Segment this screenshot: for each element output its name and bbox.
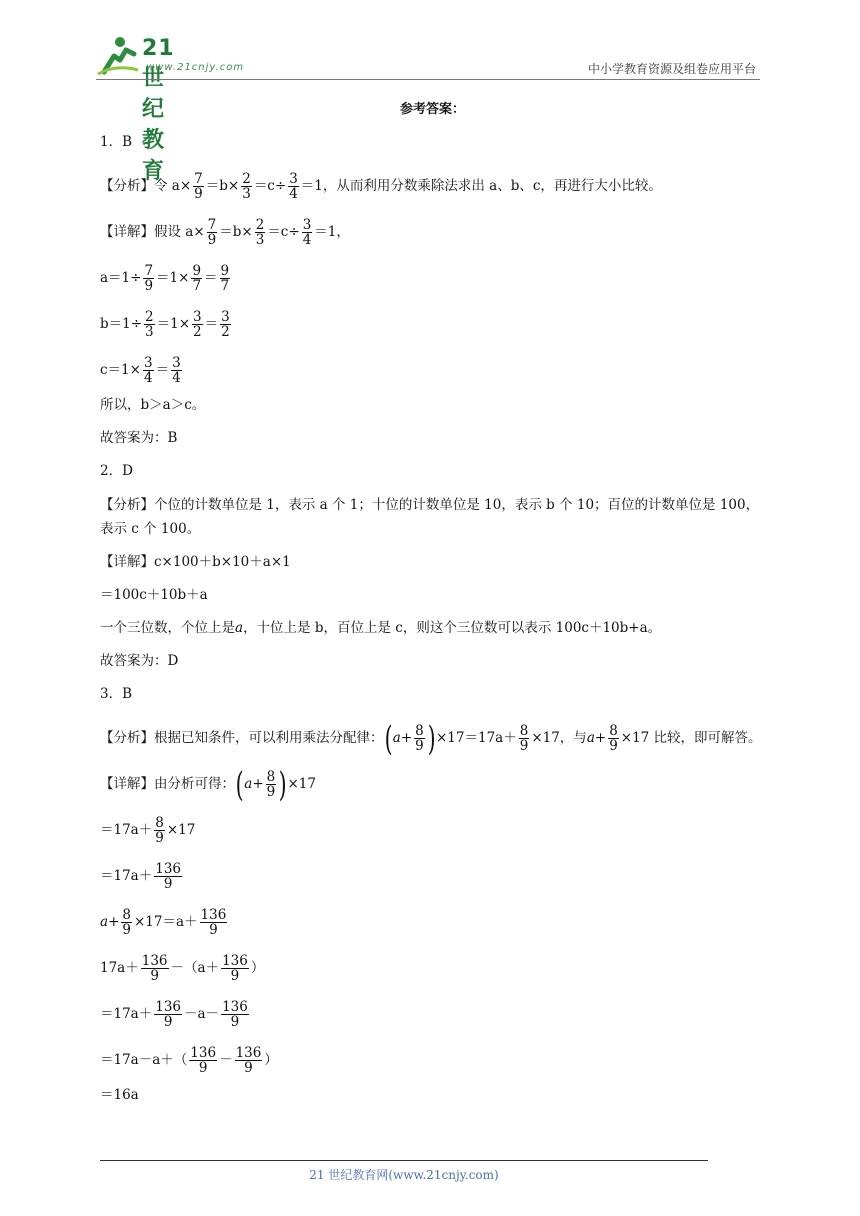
fraction: $\frac{8}{9}$ bbox=[155, 814, 164, 846]
fraction: $\frac{136}{9}$ bbox=[155, 998, 182, 1030]
fraction: $\frac{2}{3}$ bbox=[145, 308, 154, 340]
answer-content bbox=[100, 98, 765, 1117]
q1-detail: 【详解】假设 a× $\frac{7}{9}$ ＝b× $\frac{2}{3}$ ＝c÷ $\frac{3}{4}$ ＝1， bbox=[100, 216, 350, 248]
fraction: $\frac{7}{9}$ bbox=[144, 262, 154, 294]
q1-a-line: a＝1÷ $\frac{7}{9}$ ＝1× $\frac{9}{7}$ ＝ $\frac{9}{7}$ bbox=[100, 262, 230, 294]
q2-explanation: 一个三位数，个位上是a，十位上是 b，百位上是 c，则这个三位数可以表示 100c＋10b+a。 bbox=[100, 620, 662, 636]
fraction: $\frac{2}{3}$ bbox=[255, 216, 265, 248]
fraction: $\frac{8}{9}$ bbox=[609, 722, 618, 754]
fraction: $\frac{3}{4}$ bbox=[289, 170, 298, 202]
q1-final-answer: 故答案为：B bbox=[100, 430, 178, 446]
fraction: $\frac{136}{9}$ bbox=[222, 998, 248, 1030]
q1-answer: 1．B bbox=[100, 134, 133, 150]
footer-text[interactable]: 21 世纪教育网(www.21cnjy.com) bbox=[309, 1168, 499, 1182]
fraction: $\frac{7}{9}$ bbox=[194, 170, 203, 202]
footer-divider bbox=[100, 1160, 708, 1161]
fraction: $\frac{136}{9}$ bbox=[200, 906, 227, 938]
fraction: $\frac{136}{9}$ bbox=[222, 952, 248, 984]
fraction: $\frac{136}{9}$ bbox=[141, 952, 168, 984]
logo-text: 21世纪教育 bbox=[142, 36, 175, 184]
q3-step-5: ＝17a＋ $\frac{136}{9}$ －a－ $\frac{136}{9}$ bbox=[100, 998, 248, 1030]
q3-result: ＝16a bbox=[100, 1087, 139, 1103]
q1-b-line: b＝1÷ $\frac{2}{3}$ ＝1× $\frac{3}{2}$ ＝ $\frac{3}{2}$ bbox=[100, 308, 230, 340]
q1-conclusion: 所以，b＞a＞c。 bbox=[100, 397, 206, 413]
q3-step-2: ＝17a＋ $\frac{136}{9}$ bbox=[100, 860, 182, 892]
fraction: $\frac{3}{4}$ bbox=[302, 216, 312, 248]
q3-step-4: 17a＋ $\frac{136}{9}$ －（a＋ $\frac{136}{9}$ ） bbox=[100, 952, 265, 984]
q3-detail: 【详解】由分析可得：(a+ $\frac{8}{9}$ )×17 bbox=[100, 764, 316, 805]
logo-url: www.21cnjy.com bbox=[146, 62, 245, 73]
fraction: $\frac{9}{7}$ bbox=[192, 262, 202, 294]
page-title: 参考答案： bbox=[399, 102, 465, 117]
fraction: $\frac{3}{4}$ bbox=[172, 354, 181, 386]
q2-detail: 【详解】c×100＋b×10＋a×1 bbox=[100, 554, 291, 570]
q3-step-3: a+ $\frac{8}{9}$ ×17＝a＋ $\frac{136}{9}$ bbox=[100, 906, 227, 938]
q3-answer: 3．B bbox=[100, 686, 133, 702]
fraction: $\frac{9}{7}$ bbox=[220, 262, 230, 294]
fraction: $\frac{3}{2}$ bbox=[221, 308, 230, 340]
fraction: $\frac{2}{3}$ bbox=[242, 170, 251, 202]
q2-answer: 2．D bbox=[100, 463, 133, 479]
fraction: $\frac{3}{2}$ bbox=[193, 308, 202, 340]
q2-analysis: 【分析】个位的计数单位是 1，表示 a 个 1；十位的计数单位是 10，表示 b 个 10；百位的计数单位是 100，表示 c 个 100。 bbox=[100, 497, 760, 537]
q1-analysis: 【分析】令 a× $\frac{7}{9}$ ＝b× $\frac{2}{3}$ ＝c÷ $\frac{3}{4}$ ＝1，从而利用分数乘除法求出 a、b、c，再进行大小比较。 bbox=[100, 170, 662, 202]
fraction: $\frac{136}{9}$ bbox=[190, 1044, 217, 1076]
fraction: $\frac{7}{9}$ bbox=[207, 216, 217, 248]
fraction: $\frac{3}{4}$ bbox=[143, 354, 153, 386]
fraction: $\frac{136}{9}$ bbox=[155, 860, 182, 892]
runner-icon bbox=[96, 34, 140, 78]
q3-step-6: ＝17a－a＋（ $\frac{136}{9}$ － $\frac{136}{9}$ ） bbox=[100, 1044, 278, 1076]
fraction: $\frac{8}{9}$ bbox=[266, 768, 276, 800]
q2-final-answer: 故答案为：D bbox=[100, 653, 179, 669]
fraction: $\frac{8}{9}$ bbox=[122, 906, 131, 938]
platform-name: 中小学教育资源及组卷应用平台 bbox=[587, 62, 756, 76]
header-divider bbox=[96, 79, 760, 80]
q1-c-line: c＝1× $\frac{3}{4}$ ＝ $\frac{3}{4}$ bbox=[100, 354, 181, 386]
q2-step: ＝100c＋10b＋a bbox=[100, 587, 208, 603]
q3-step-1: ＝17a＋ $\frac{8}{9}$ ×17 bbox=[100, 814, 196, 846]
fraction: $\frac{136}{9}$ bbox=[235, 1044, 262, 1076]
q3-analysis: 【分析】根据已知条件，可以利用乘法分配律：(a+ $\frac{8}{9}$ )×17＝17a＋ $\frac{8}{9}$ ×17，与a+ $\frac{8}{9}$ ×17 比较，即可解答。 bbox=[100, 718, 762, 759]
fraction: $\frac{8}{9}$ bbox=[519, 722, 529, 754]
fraction: $\frac{8}{9}$ bbox=[415, 722, 424, 754]
